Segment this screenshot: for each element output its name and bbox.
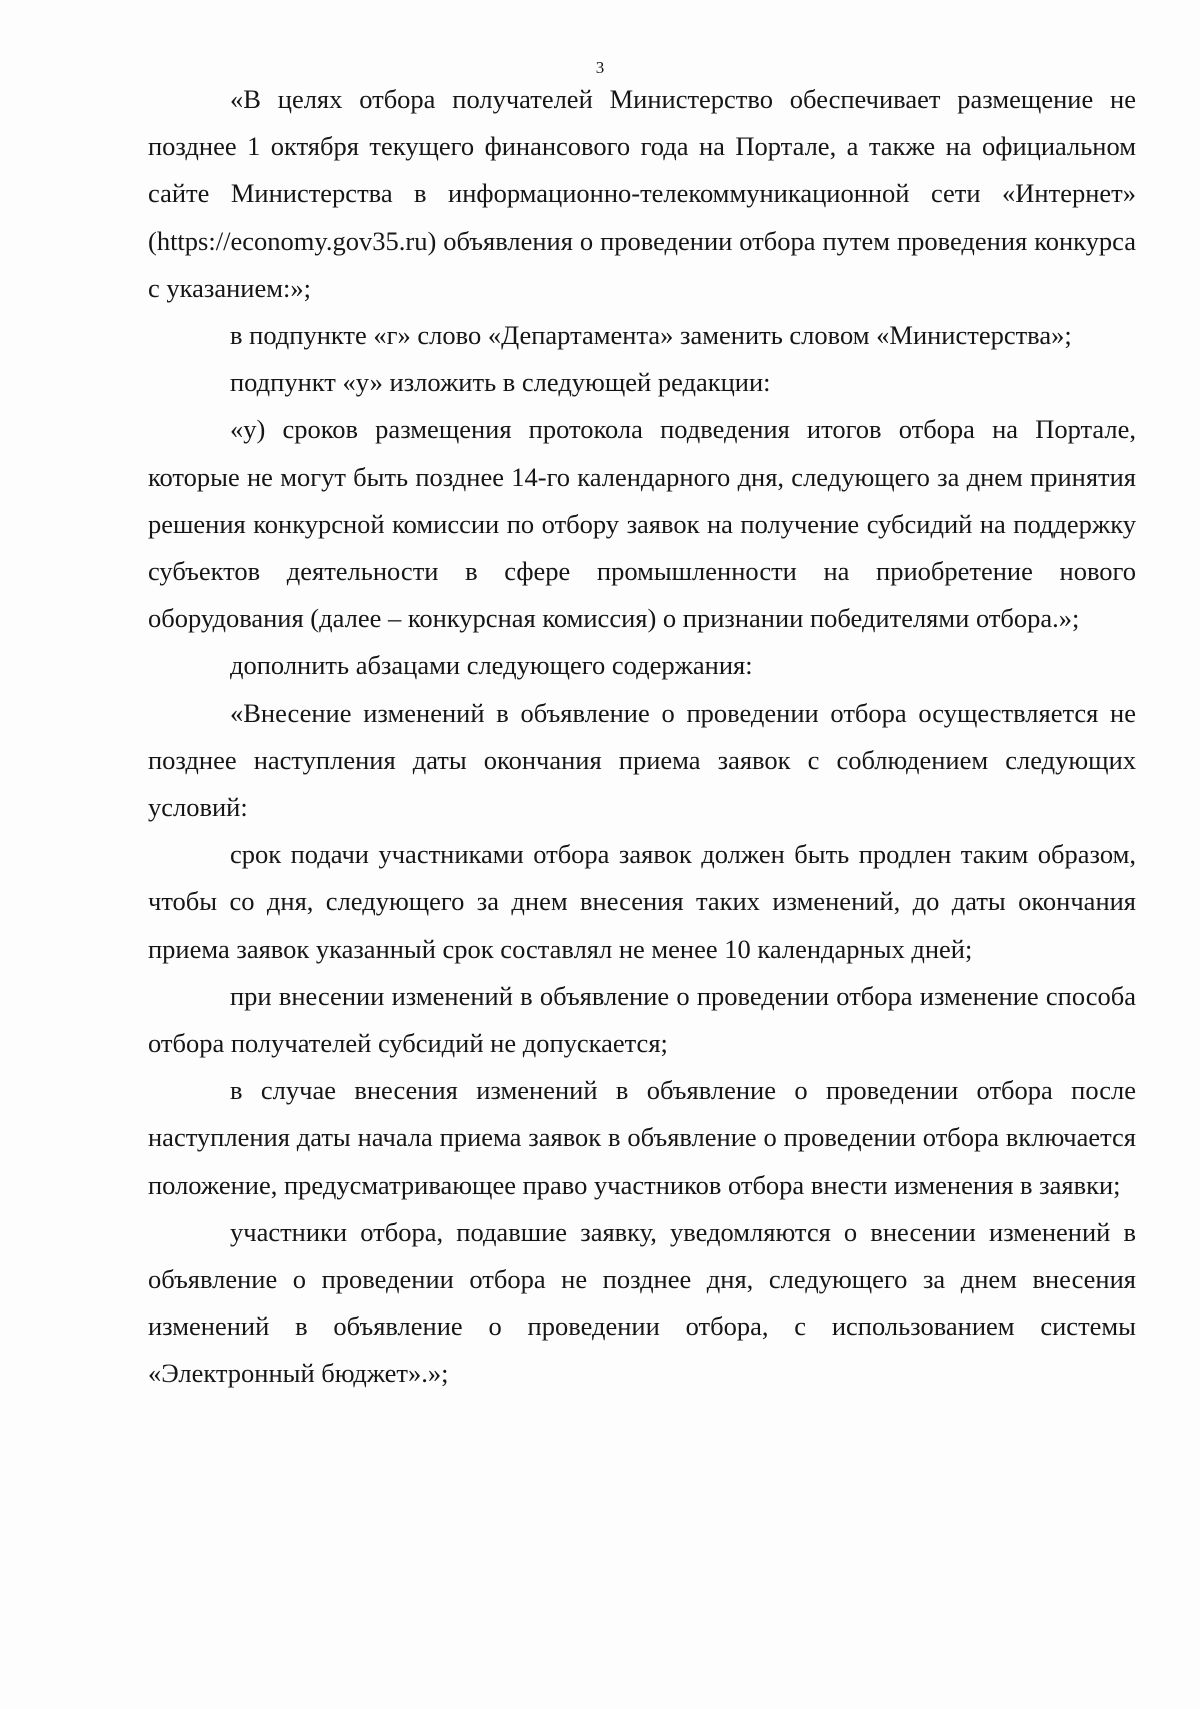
paragraph-application-changes: в случае внесения изменений в объявление о проведении отбора после наступления даты начала приема заявок в объявление о проведении отбора включается положение, предусматривающее право участников отбора внести изменения в заявки; xyxy=(148,1075,1136,1200)
paragraph-announcement-placement: «В целях отбора получателей Министерство обеспечивает размещение не позднее 1 октября текущего финансового года на Портале, а также на официальном сайте Министерства в информационно-телекоммуникационной сети «Интернет» (https://economy.gov35.ru) объявления о проведении отбора путем проведения конкурса с указанием:»; xyxy=(148,84,1136,303)
document-body xyxy=(148,76,1136,1398)
paragraph-subpoint-g-amendment: в подпункте «г» слово «Департамента» заменить словом «Министерства»; xyxy=(230,320,1072,351)
paragraph-method-unchanged: при внесении изменений в объявление о проведении отбора изменение способа отбора получателей субсидий не допускается; xyxy=(148,980,1136,1059)
paragraph-subpoint-u-text: «у) сроков размещения протокола подведения итогов отбора на Портале, которые не могут быть позднее 14-го календарного дня, следующего за днем принятия решения конкурсной комиссии по отбору заявок на получение субсидий на поддержку субъектов деятельности в сфере промышленности на приобретение нового оборудования (далее – конкурсная комиссия) о признании победителями отбора.»; xyxy=(148,414,1136,634)
paragraph-participant-notification: участники отбора, подавшие заявку, уведомляются о внесении изменений в объявление о проведении отбора не позднее дня, следующего за днем внесения изменений в объявление о проведении отбора, с использованием системы «Электронный бюджет».»; xyxy=(148,1216,1136,1389)
paragraph-submission-extension: срок подачи участниками отбора заявок должен быть продлен таким образом, чтобы со дня, следующего за днем внесения таких изменений, до даты окончания приема заявок указанный срок составлял не менее 10 календарных дней; xyxy=(148,839,1136,964)
paragraph-addition-intro: дополнить абзацами следующего содержания: xyxy=(230,650,753,681)
page-number: 3 xyxy=(595,58,605,77)
paragraph-changes-deadline: «Внесение изменений в объявление о проведении отбора осуществляется не позднее наступления даты окончания приема заявок с соблюдением следующих условий: xyxy=(148,697,1136,823)
paragraph-subpoint-u-intro: подпункт «у» изложить в следующей редакции: xyxy=(230,367,771,398)
